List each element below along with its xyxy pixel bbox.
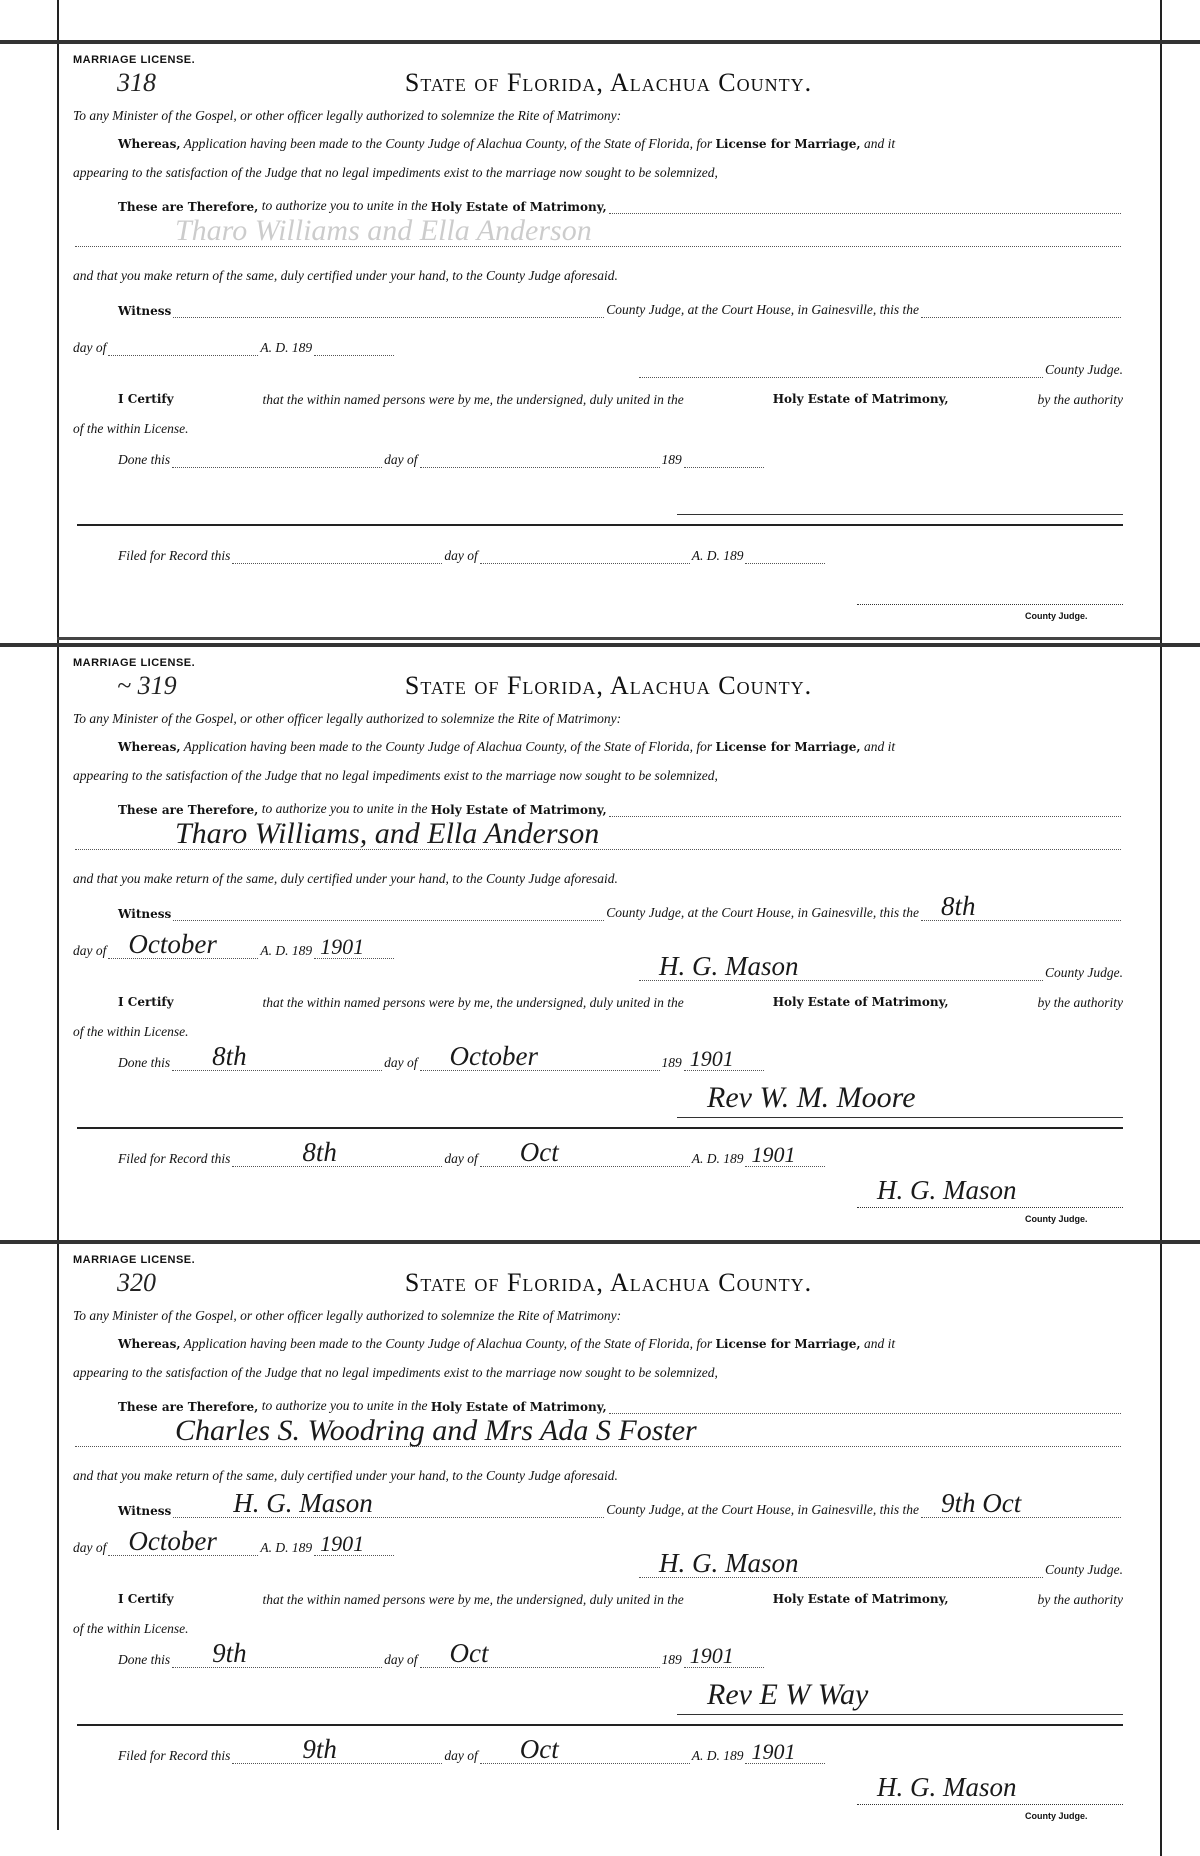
done-line [118, 1041, 766, 1071]
county-judge-small: County Judge. [1025, 1214, 1088, 1224]
therefore-text: to authorize you to unite in the [261, 1398, 428, 1413]
filed-signature: H. G. Mason [877, 1772, 1017, 1802]
license-number: 320 [117, 1268, 156, 1297]
done-line [118, 1638, 766, 1668]
section-rule [0, 643, 1200, 647]
certify-text: that the within named persons were by me, the undersigned, duly united in the [262, 1592, 684, 1607]
holy-estate: Holy Estate of Matrimony, [772, 1592, 949, 1606]
couple-names: Charles S. Woodring and Mrs Ada S Foster [175, 1414, 697, 1447]
license-number: ~ 319 [117, 671, 177, 700]
filed-ad-label: A. D. 189 [691, 548, 744, 563]
license-header: MARRIAGE LICENSE. [73, 1254, 196, 1266]
filed-line [118, 1734, 827, 1764]
marriage-license-2 [57, 1240, 1160, 1843]
day-of-line [73, 929, 396, 959]
certify-line [118, 995, 1123, 1011]
license-header: MARRIAGE LICENSE. [73, 657, 196, 669]
license-title: State of Florida, Alachua County. [404, 1268, 813, 1297]
judge-signature-line [637, 951, 1123, 981]
salutation: To any Minister of the Gospel, or other officer legally authorized to solemnize the Rite of Matrimony: [73, 108, 622, 123]
whereas-label: Whereas, [118, 1337, 181, 1351]
county-judge-label: County Judge. [1045, 1562, 1123, 1577]
witness-text: County Judge, at the Court House, in Gainesville, this the [606, 1502, 919, 1517]
return-text: and that you make return of the same, duly certified under your hand, to the County Judge aforesaid. [73, 268, 618, 283]
certify-label: I Certify [118, 392, 174, 406]
license-header: MARRIAGE LICENSE. [73, 54, 196, 66]
certify-label: I Certify [118, 1592, 174, 1606]
return-text: and that you make return of the same, duly certified under your hand, to the County Judge aforesaid. [73, 1468, 618, 1483]
witness-label: Witness [118, 1504, 172, 1518]
therefore-line [118, 198, 1123, 214]
ad-label: A. D. 189 [260, 1540, 313, 1555]
appearing-text: appearing to the satisfaction of the Judge that no legal impediments exist to the marriage now sought to be solemnized, [73, 165, 718, 180]
holy-estate: Holy Estate of Matrimony, [772, 995, 949, 1009]
filed-label: Filed for Record this [118, 1748, 231, 1763]
filed-day-of-label: day of [444, 1151, 478, 1166]
divider [77, 1724, 1123, 1726]
done-year-prefix: 189 [661, 1055, 682, 1070]
day-of-label: day of [73, 1540, 107, 1555]
filed-ad-label: A. D. 189 [691, 1151, 744, 1166]
done-this-label: Done this [118, 1055, 171, 1070]
whereas-end: and it [863, 739, 896, 754]
whereas-end: and it [863, 1336, 896, 1351]
done-year-prefix: 189 [661, 452, 682, 467]
done-month: Oct [449, 1638, 489, 1668]
couple-names: Tharo Williams and Ella Anderson [175, 214, 592, 247]
officiant-signature: Rev E W Way [707, 1678, 869, 1711]
whereas-end: and it [863, 136, 896, 151]
filed-ad-label: A. D. 189 [691, 1748, 744, 1763]
certify-text: that the within named persons were by me, the undersigned, duly united in the [262, 392, 684, 407]
certify-end: by the authority [1037, 392, 1123, 407]
salutation: To any Minister of the Gospel, or other officer legally authorized to solemnize the Rite of Matrimony: [73, 711, 622, 726]
certify-label: I Certify [118, 995, 174, 1009]
therefore-label: These are Therefore, [118, 1400, 259, 1414]
witness-judge: H. G. Mason [233, 1488, 373, 1518]
holy-estate: Holy Estate of Matrimony, [430, 200, 607, 214]
divider [77, 524, 1123, 526]
filed-line [118, 1137, 827, 1167]
couple-names: Tharo Williams, and Ella Anderson [175, 817, 600, 850]
therefore-text: to authorize you to unite in the [261, 801, 428, 816]
done-day-of-label: day of [384, 1652, 418, 1667]
witness-line [118, 891, 1123, 921]
ad-label: A. D. 189 [260, 943, 313, 958]
filed-day-of-label: day of [444, 1748, 478, 1763]
whereas-line [118, 739, 1123, 755]
witness-text: County Judge, at the Court House, in Gainesville, this the [606, 302, 919, 317]
filed-year: 1901 [751, 1739, 796, 1764]
therefore-text: to authorize you to unite in the [261, 198, 428, 213]
whereas-text: Application having been made to the County Judge of Alachua County, of the State of Florida, for [183, 739, 713, 754]
county-judge-label: County Judge. [1045, 965, 1123, 980]
done-day: 9th [212, 1638, 247, 1668]
judge-signature: H. G. Mason [659, 1548, 799, 1578]
witness-text: County Judge, at the Court House, in Gainesville, this the [606, 905, 919, 920]
witness-line [118, 1488, 1123, 1518]
filed-signature-line [857, 1175, 1123, 1208]
certify-line [118, 392, 1123, 408]
therefore-line [118, 1398, 1123, 1414]
whereas-line [118, 136, 1123, 152]
section-rule [0, 1240, 1200, 1244]
county-judge-label: County Judge. [1045, 362, 1123, 377]
license-for-marriage: License for Marriage, [715, 137, 861, 151]
officiant-signature-line [677, 514, 1123, 515]
names-line [73, 214, 1123, 247]
salutation: To any Minister of the Gospel, or other officer legally authorized to solemnize the Rite of Matrimony: [73, 1308, 622, 1323]
filed-day: 9th [302, 1734, 337, 1764]
day-of-label: day of [73, 943, 107, 958]
done-this-label: Done this [118, 452, 171, 467]
done-this-label: Done this [118, 1652, 171, 1667]
filed-day-of-label: day of [444, 548, 478, 563]
witness-label: Witness [118, 907, 172, 921]
witness-year: 1901 [320, 934, 365, 959]
section-separator [57, 637, 1160, 640]
appearing-text: appearing to the satisfaction of the Judge that no legal impediments exist to the marriage now sought to be solemnized, [73, 768, 718, 783]
divider [77, 1127, 1123, 1129]
certify-end: by the authority [1037, 995, 1123, 1010]
license-title: State of Florida, Alachua County. [404, 671, 813, 700]
within-license: of the within License. [73, 1024, 189, 1039]
witness-line [118, 302, 1123, 318]
section-rule [0, 40, 1200, 44]
judge-signature: H. G. Mason [659, 951, 799, 981]
holy-estate: Holy Estate of Matrimony, [772, 392, 949, 406]
return-text: and that you make return of the same, duly certified under your hand, to the County Judge aforesaid. [73, 871, 618, 886]
filed-line [118, 548, 827, 564]
county-judge-small: County Judge. [1025, 1811, 1088, 1821]
marriage-license-1 [57, 643, 1160, 1246]
done-year: 1901 [689, 1643, 734, 1668]
within-license: of the within License. [73, 1621, 189, 1636]
license-title: State of Florida, Alachua County. [404, 68, 813, 97]
whereas-label: Whereas, [118, 740, 181, 754]
certify-text: that the within named persons were by me, the undersigned, duly united in the [262, 995, 684, 1010]
right-border [1160, 0, 1162, 1856]
witness-month: October [128, 929, 217, 959]
done-day-of-label: day of [384, 452, 418, 467]
within-license: of the within License. [73, 421, 189, 436]
whereas-label: Whereas, [118, 137, 181, 151]
filed-year: 1901 [751, 1142, 796, 1167]
marriage-license-0 [57, 40, 1160, 643]
officiant-signature: Rev W. M. Moore [707, 1081, 916, 1114]
done-line [118, 452, 766, 468]
filed-label: Filed for Record this [118, 548, 231, 563]
filed-signature: H. G. Mason [877, 1175, 1017, 1205]
appearing-text: appearing to the satisfaction of the Judge that no legal impediments exist to the marriage now sought to be solemnized, [73, 1365, 718, 1380]
holy-estate: Holy Estate of Matrimony, [430, 803, 607, 817]
done-day: 8th [212, 1041, 247, 1071]
judge-signature-line [637, 1548, 1123, 1578]
witness-day: 9th Oct [941, 1488, 1022, 1518]
witness-month: October [128, 1526, 217, 1556]
filed-month: Oct [519, 1137, 559, 1167]
filed-label: Filed for Record this [118, 1151, 231, 1166]
names-line [73, 1414, 1123, 1447]
done-year: 1901 [689, 1046, 734, 1071]
whereas-line [118, 1336, 1123, 1352]
filed-signature-line [857, 1772, 1123, 1805]
done-month: October [449, 1041, 538, 1071]
county-judge-small: County Judge. [1025, 611, 1088, 621]
done-year-prefix: 189 [661, 1652, 682, 1667]
witness-year: 1901 [320, 1531, 365, 1556]
license-for-marriage: License for Marriage, [715, 740, 861, 754]
day-of-line [73, 340, 396, 356]
names-line [73, 817, 1123, 850]
whereas-text: Application having been made to the County Judge of Alachua County, of the State of Florida, for [183, 1336, 713, 1351]
filed-day: 8th [302, 1137, 337, 1167]
day-of-line [73, 1526, 396, 1556]
license-for-marriage: License for Marriage, [715, 1337, 861, 1351]
certify-line [118, 1592, 1123, 1608]
license-number: 318 [117, 68, 156, 97]
judge-signature-line [637, 362, 1123, 378]
ad-label: A. D. 189 [260, 340, 313, 355]
therefore-line [118, 801, 1123, 817]
witness-day: 8th [941, 891, 976, 921]
therefore-label: These are Therefore, [118, 803, 259, 817]
officiant-signature-line [677, 1081, 1123, 1118]
therefore-label: These are Therefore, [118, 200, 259, 214]
holy-estate: Holy Estate of Matrimony, [430, 1400, 607, 1414]
filed-month: Oct [519, 1734, 559, 1764]
done-day-of-label: day of [384, 1055, 418, 1070]
witness-label: Witness [118, 304, 172, 318]
whereas-text: Application having been made to the County Judge of Alachua County, of the State of Florida, for [183, 136, 713, 151]
officiant-signature-line [677, 1678, 1123, 1715]
day-of-label: day of [73, 340, 107, 355]
certify-end: by the authority [1037, 1592, 1123, 1607]
filed-signature-line [857, 604, 1123, 605]
